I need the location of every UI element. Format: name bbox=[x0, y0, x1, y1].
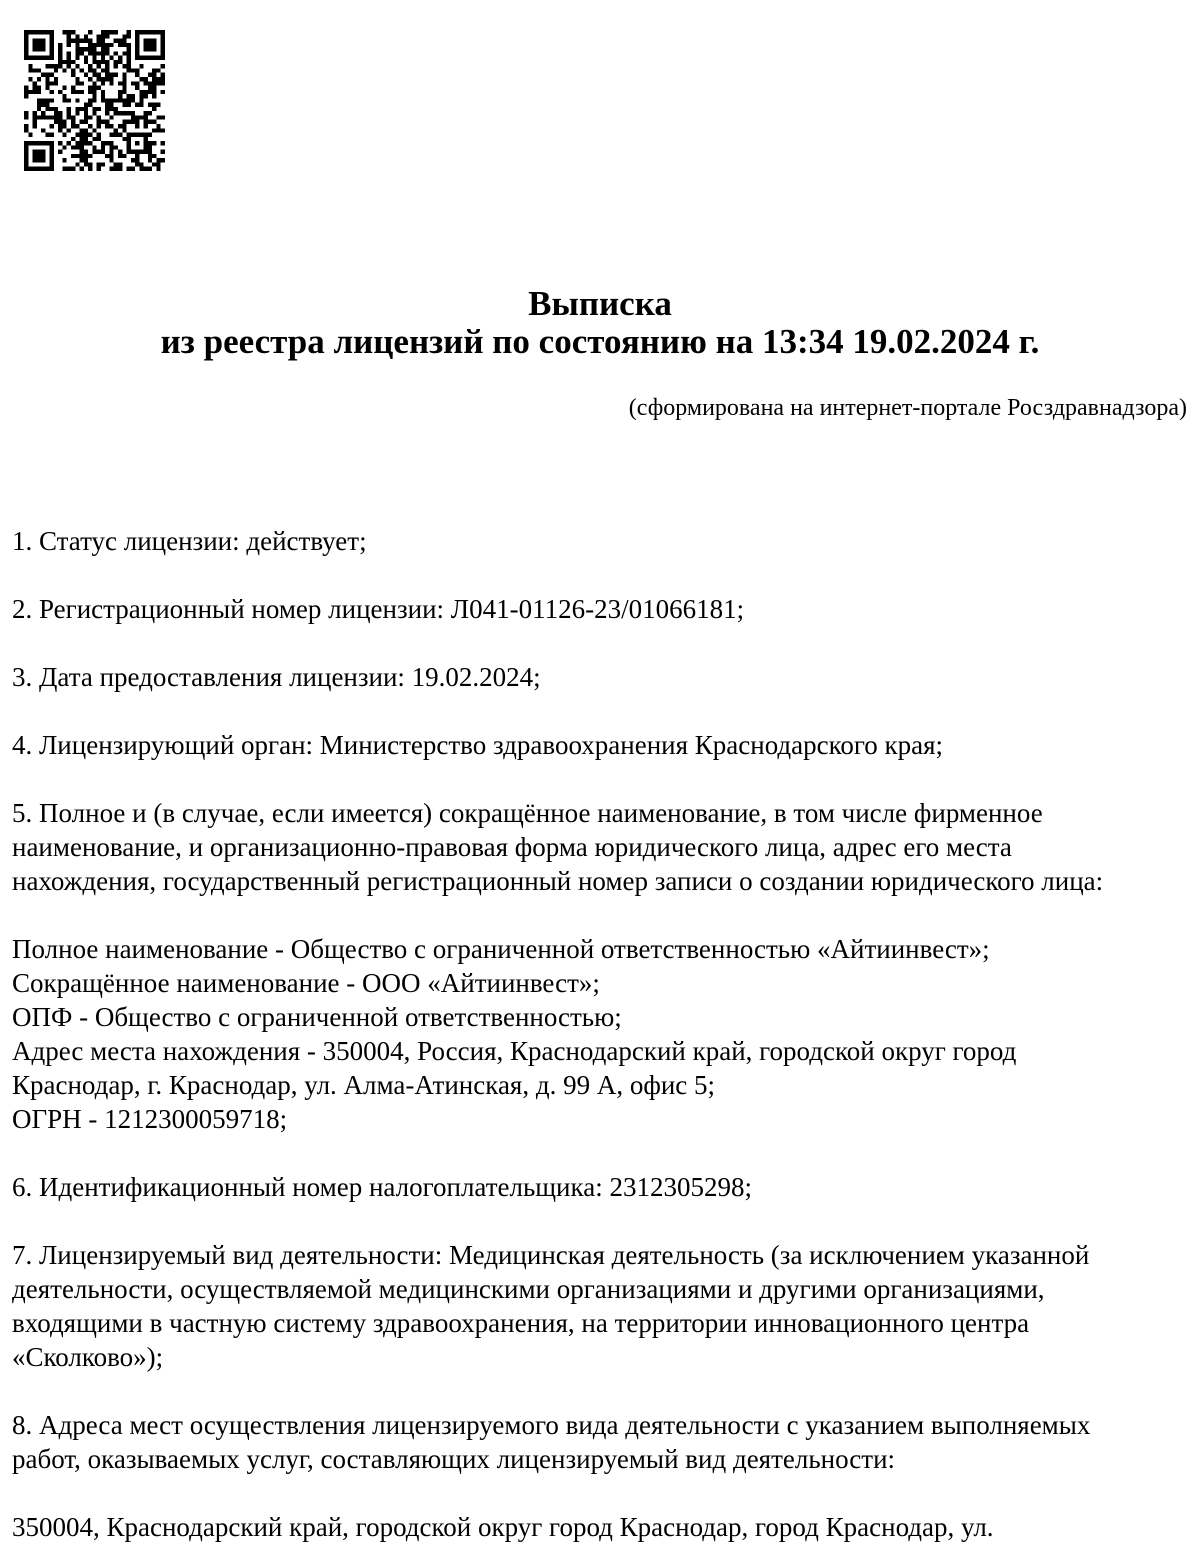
text-line: 4. Лицензирующий орган: Министерство здравоохранения Краснодарского края; bbox=[12, 730, 944, 760]
document-body bbox=[12, 490, 1192, 1544]
text-line: нахождения, государственный регистрационный номер записи о создании юридического лица: bbox=[12, 866, 1104, 896]
qr-code bbox=[24, 30, 165, 171]
text-line: Краснодар, г. Краснодар, ул. Алма-Атинская, д. 99 А, офис 5; bbox=[12, 1070, 716, 1100]
text-line: работ, оказываемых услуг, составляющих лицензируемый вид деятельности: bbox=[12, 1444, 896, 1474]
text-line: 5. Полное и (в случае, если имеется) сокращённое наименование, в том числе фирменное bbox=[12, 798, 1043, 828]
text-line: деятельности, осуществляемой медицинскими организациями и другими организациями, bbox=[12, 1274, 1045, 1304]
text-line: 3. Дата предоставления лицензии: 19.02.2024; bbox=[12, 662, 541, 692]
title-line-1: Выписка bbox=[528, 284, 672, 323]
text-line: 7. Лицензируемый вид деятельности: Медицинская деятельность (за исключением указанной bbox=[12, 1240, 1090, 1270]
text-line: 6. Идентификационный номер налогоплательщика: 2312305298; bbox=[12, 1172, 752, 1202]
text-line: 1. Статус лицензии: действует; bbox=[12, 526, 367, 556]
text-line: ОПФ - Общество с ограниченной ответственностью; bbox=[12, 1002, 622, 1032]
text-line: наименование, и организационно-правовая форма юридического лица, адрес его места bbox=[12, 832, 1012, 862]
title-line-2: из реестра лицензий по состоянию на 13:34 19.02.2024 г. bbox=[160, 322, 1040, 361]
text-line: Сокращённое наименование - ООО «Айтиинвест»; bbox=[12, 968, 600, 998]
document-subtitle: (сформирована на интернет-портале Росздравнадзора) bbox=[628, 395, 1187, 421]
text-line: ОГРН - 1212300059718; bbox=[12, 1104, 288, 1134]
text-line: 8. Адреса мест осуществления лицензируемого вида деятельности с указанием выполняемых bbox=[12, 1410, 1091, 1440]
text-line: входящими в частную систему здравоохранения, на территории инновационного центра bbox=[12, 1308, 1030, 1338]
text-line: 350004, Краснодарский край, городской округ город Краснодар, город Краснодар, ул. bbox=[12, 1512, 994, 1542]
text-line: Полное наименование - Общество с ограниченной ответственностью «Айтиинвест»; bbox=[12, 934, 990, 964]
document-title bbox=[0, 285, 1200, 361]
text-line: Адрес места нахождения - 350004, Россия, Краснодарский край, городской округ город bbox=[12, 1036, 1017, 1066]
text-line: 2. Регистрационный номер лицензии: Л041-01126-23/01066181; bbox=[12, 594, 745, 624]
text-line: «Сколково»); bbox=[12, 1342, 164, 1372]
